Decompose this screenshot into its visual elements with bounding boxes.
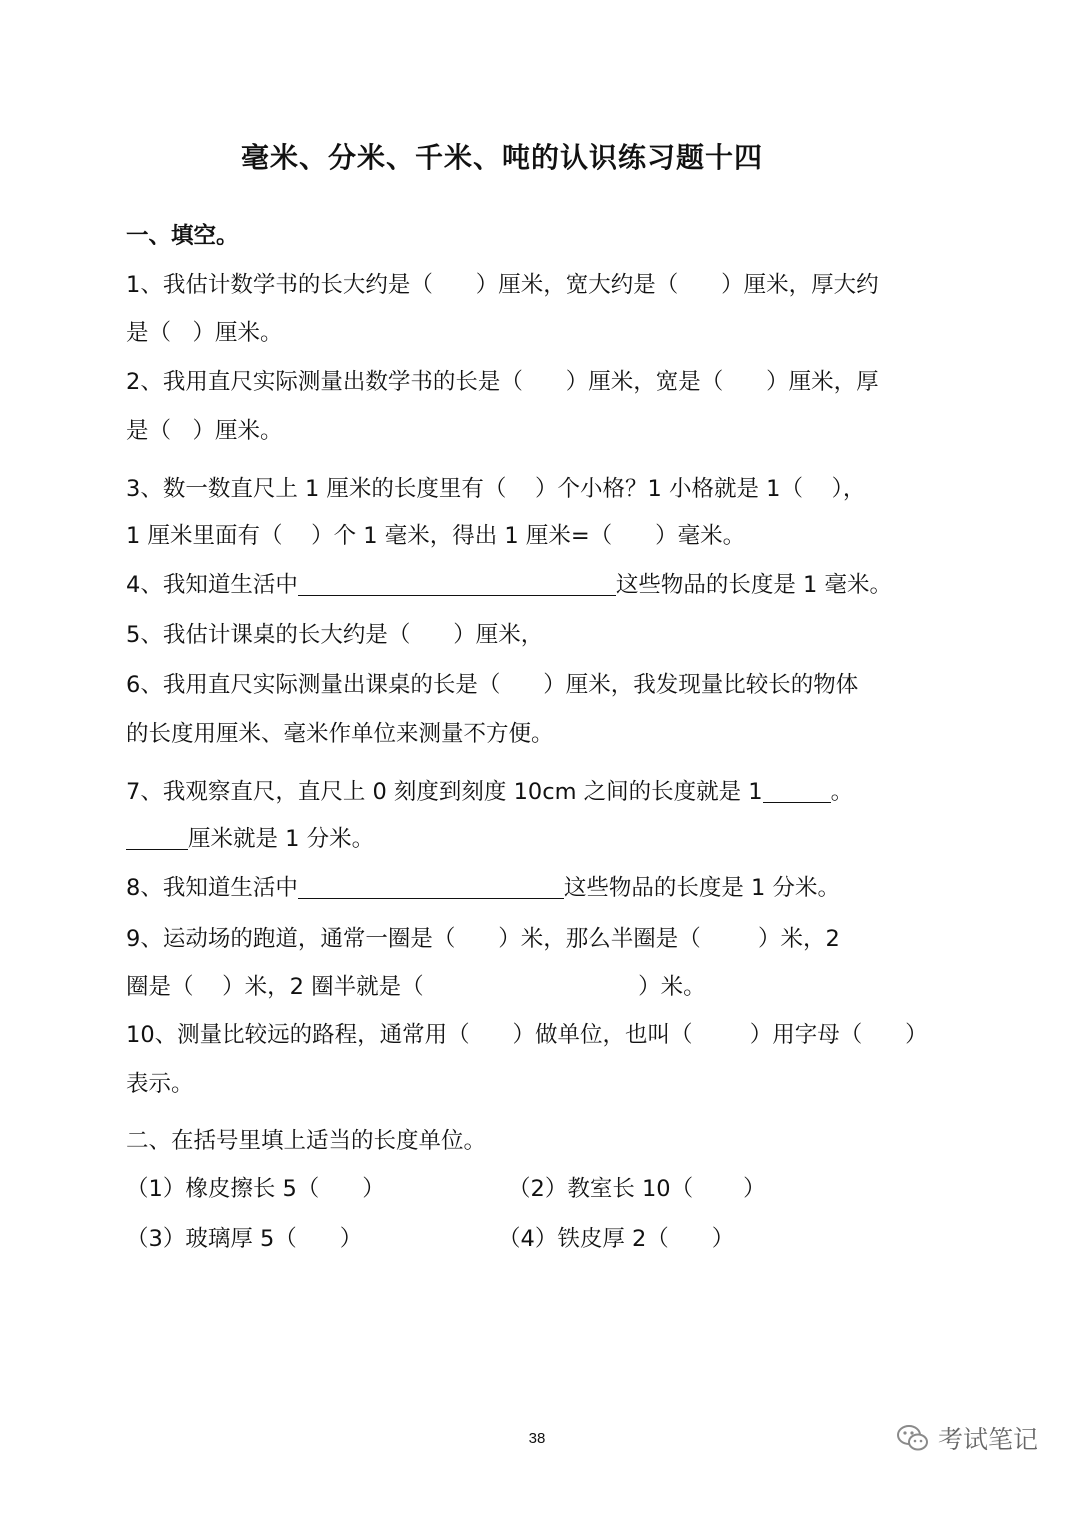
section-2-item-4: （4）铁皮厚 2（ ） (498, 1226, 735, 1252)
section-2-item-1: （1）橡皮擦长 5（ ） (126, 1176, 385, 1202)
wechat-icon (896, 1423, 930, 1453)
question-3-line-1: 3、数一数直尺上 1 厘米的长度里有（ ）个小格？1 小格就是 1（ ）， (126, 476, 866, 502)
question-10-line-1: 10、测量比较远的路程，通常用（ ）做单位，也叫（ ）用字母（ ） (126, 1022, 928, 1048)
question-8-prefix: 8、我知道生活中 (126, 875, 298, 901)
answer-blank[interactable] (763, 780, 831, 803)
section-2-item-3: （3）玻璃厚 5（ ） (126, 1226, 363, 1252)
watermark-text: 考试笔记 (938, 1425, 1039, 1454)
section-2-item-2: （2）教室长 10（ ） (508, 1176, 766, 1202)
question-7-suffix: 。 (830, 779, 854, 805)
question-7-line-1 (126, 777, 853, 807)
question-4-suffix: 这些物品的长度是 1 毫米。 (615, 572, 892, 598)
question-9-line-1: 9、运动场的跑道，通常一圈是（ ）米，那么半圈是（ ）米，2 (126, 926, 840, 952)
question-5: 5、我估计课桌的长大约是（ ）厘米， (126, 622, 544, 648)
question-4 (126, 570, 892, 600)
question-6-line-2: 的长度用厘米、毫米作单位来测量不方便。 (126, 721, 554, 747)
page-title: 毫米、分米、千米、吨的认识练习题十四 (240, 141, 763, 174)
question-1-line-2: 是（ ）厘米。 (126, 320, 283, 346)
section-2-heading: 二、在括号里填上适当的长度单位。 (126, 1128, 487, 1154)
question-3-line-2: 1 厘米里面有（ ）个 1 毫米，得出 1 厘米=（ ）毫米。 (126, 523, 746, 549)
question-7-line-2 (126, 824, 374, 854)
question-10-line-2: 表示。 (126, 1071, 194, 1097)
question-8-suffix: 这些物品的长度是 1 分米。 (563, 875, 840, 901)
question-1-line-1: 1、我估计数学书的长大约是（ ）厘米，宽大约是（ ）厘米，厚大约 (126, 272, 879, 298)
answer-blank[interactable] (298, 876, 564, 899)
question-2-line-1: 2、我用直尺实际测量出数学书的长是（ ）厘米，宽是（ ）厘米，厚 (126, 369, 879, 395)
answer-blank[interactable] (126, 827, 188, 850)
question-7-prefix: 7、我观察直尺，直尺上 0 刻度到刻度 10cm 之间的长度就是 1 (126, 779, 763, 805)
question-6-line-1: 6、我用直尺实际测量出课桌的长是（ ）厘米，我发现量比较长的物体 (126, 672, 859, 698)
question-9-line-2: 圈是（ ）米，2 圈半就是（ ）米。 (126, 974, 706, 1000)
question-4-prefix: 4、我知道生活中 (126, 572, 298, 598)
answer-blank[interactable] (298, 573, 616, 596)
watermark (896, 1420, 1038, 1456)
question-8 (126, 873, 840, 903)
section-1-heading: 一、填空。 (126, 223, 239, 249)
question-7-line-2-text: 厘米就是 1 分米。 (188, 826, 375, 852)
page-number: 38 (528, 1430, 546, 1447)
question-2-line-2: 是（ ）厘米。 (126, 418, 283, 444)
